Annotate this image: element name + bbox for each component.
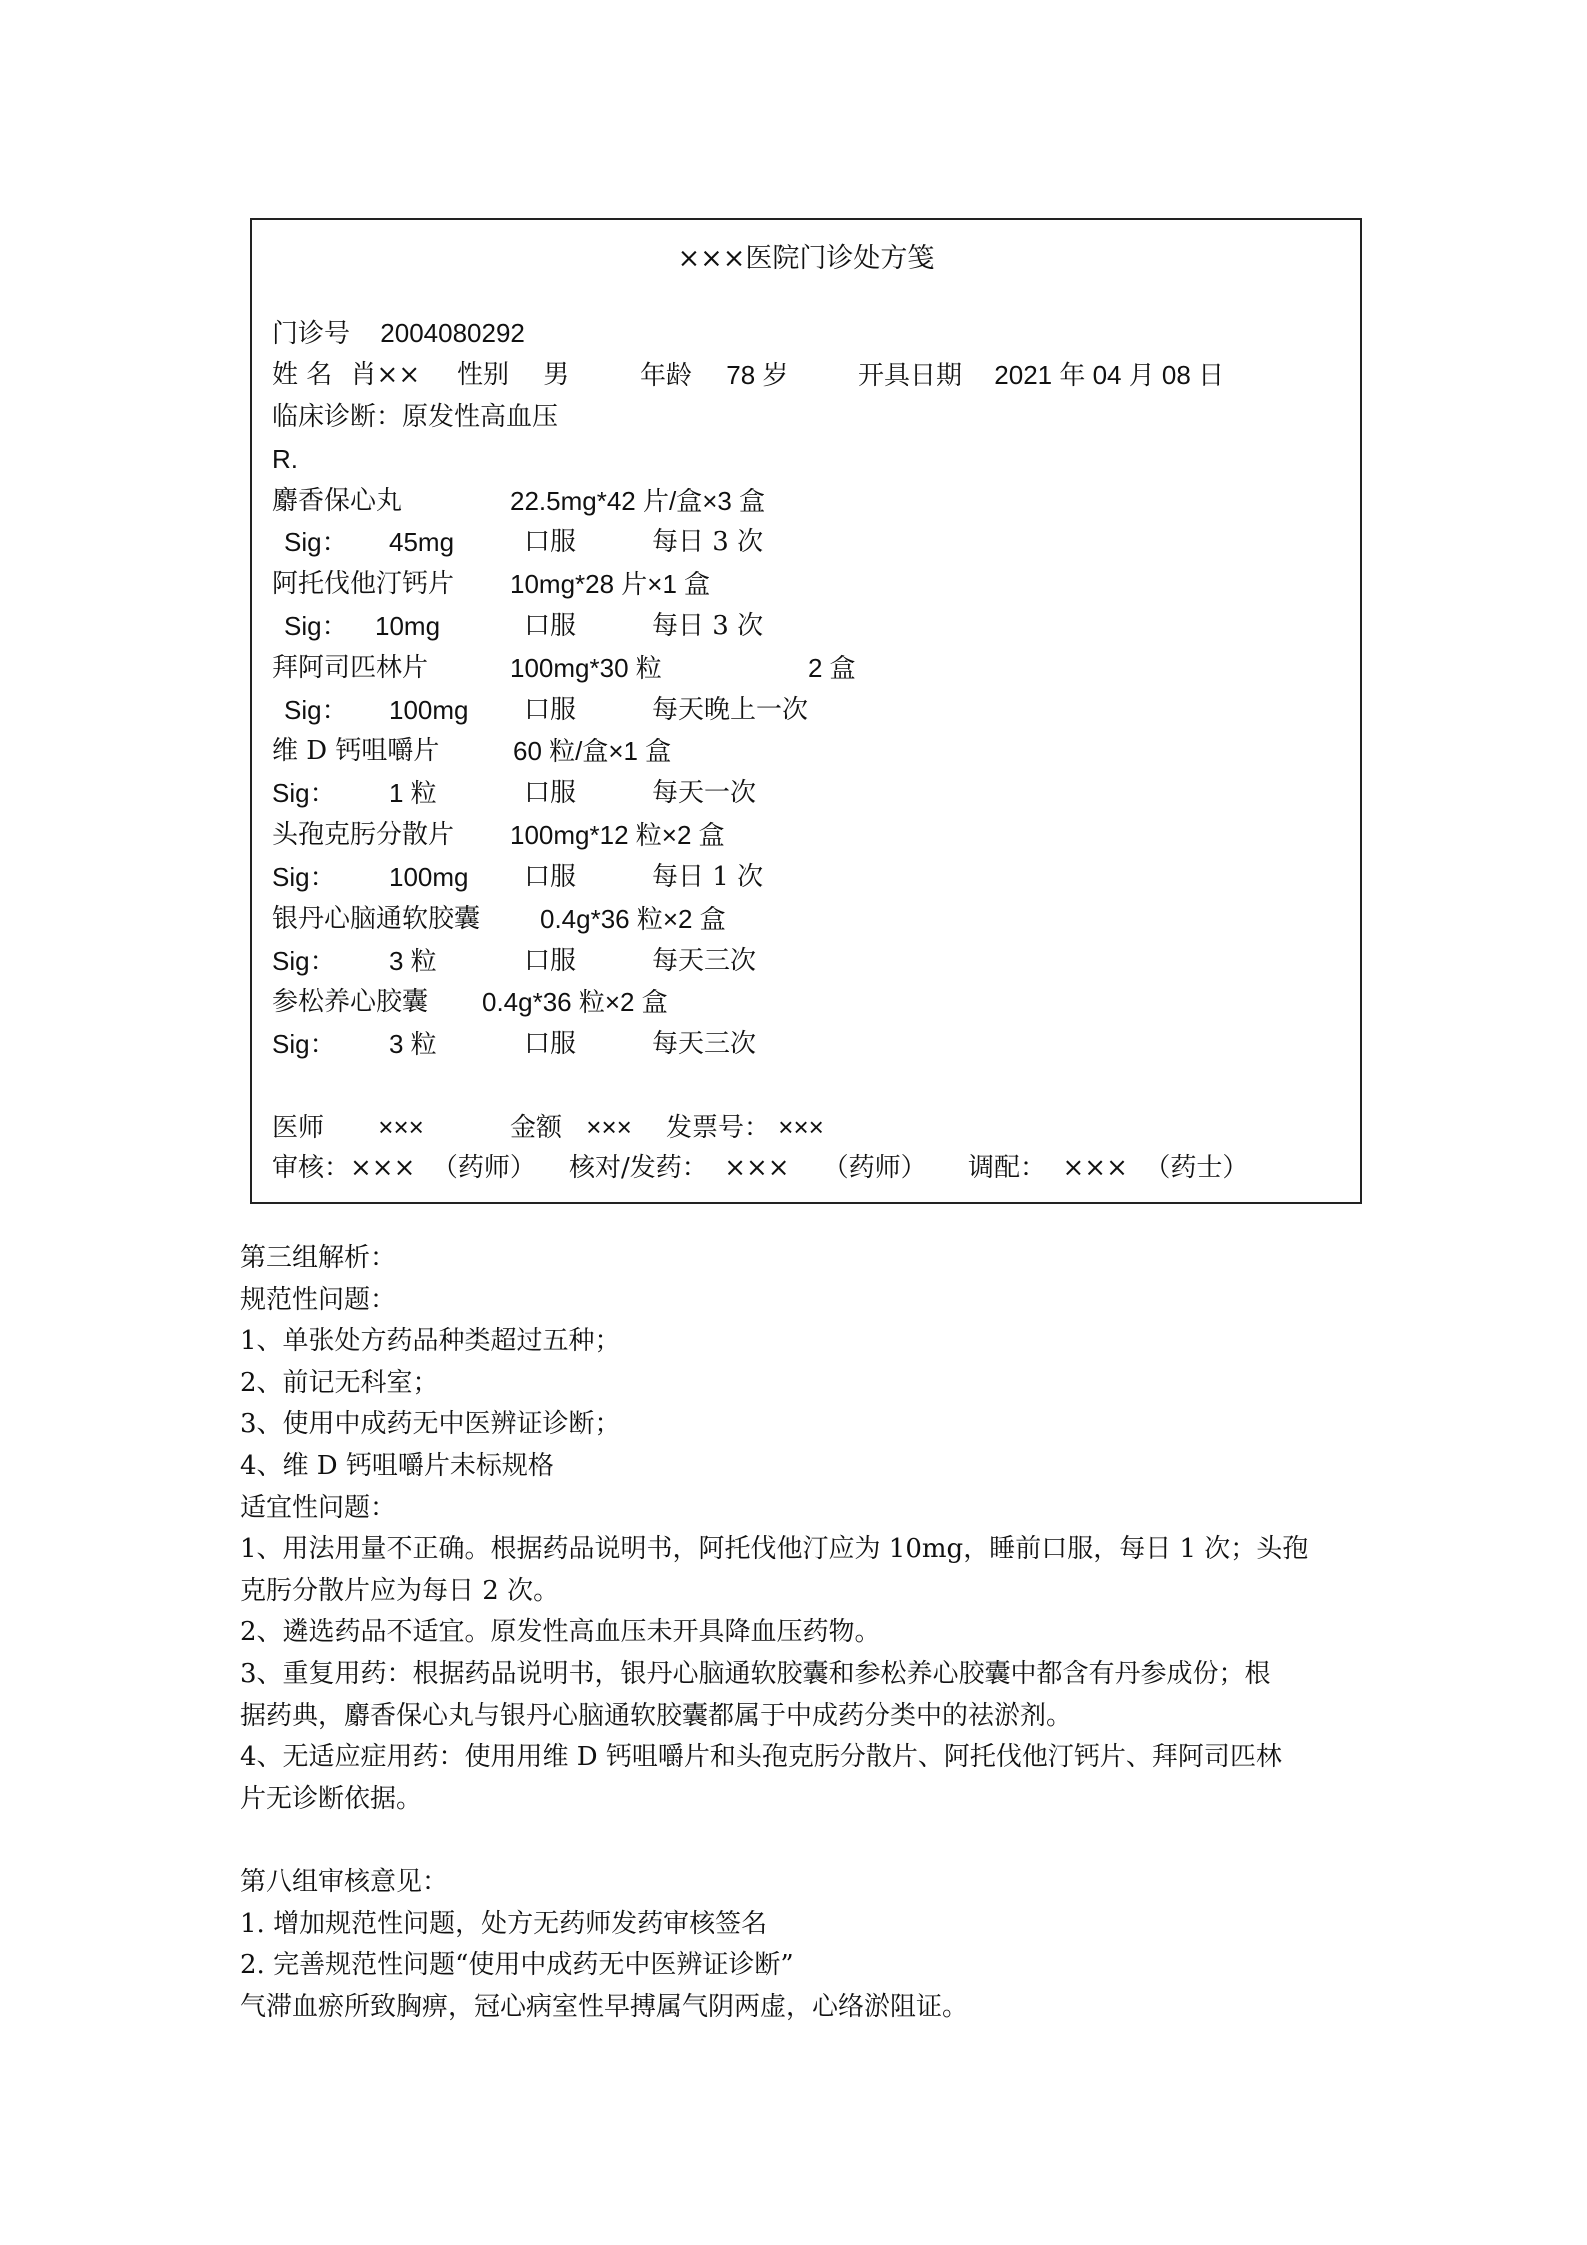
drug-name: 头孢克肟分散片 (272, 820, 455, 850)
list-item: 2. 完善规范性问题“使用中成药无中医辨证诊断” (240, 1950, 794, 1981)
amount-value: ××× (586, 1112, 632, 1142)
amount-field (510, 1110, 632, 1145)
age-field (640, 358, 788, 393)
patient-row (272, 358, 420, 392)
drug-spec: 100mg*12 粒×2 盒 (510, 820, 725, 850)
drug-spec: 0.4g*36 粒×2 盒 (540, 904, 726, 934)
doctor-value: ××× (378, 1112, 424, 1142)
drug-route: 口服 (524, 778, 577, 808)
drug-spec: 22.5mg*42 片/盒×3 盒 (510, 486, 766, 516)
doctor-field (272, 1110, 424, 1145)
drug-spec: 10mg*28 片×1 盒 (510, 569, 711, 599)
drug-dose: 100mg (389, 862, 469, 892)
review-signature-line: 审核：××× （药师） 核对/发药： ××× （药师） 调配： ××× （药士） (272, 1153, 1249, 1183)
drug-route: 口服 (524, 611, 577, 641)
invoice-field (666, 1110, 824, 1145)
drug-route: 口服 (524, 946, 577, 976)
drug-frequency: 每天三次 (652, 946, 757, 976)
list-item: 1、单张处方药品种类超过五种； (240, 1326, 621, 1357)
section-heading: 规范性问题： (240, 1284, 397, 1315)
drug-name: 拜阿司匹林片 (272, 653, 429, 683)
drug-route: 口服 (524, 862, 577, 892)
prescription-title: ×××医院门诊处方笺 (677, 243, 935, 274)
list-item: 1. 增加规范性问题，处方无药师发药审核签名 (240, 1908, 768, 1939)
drug-dose: 3 粒 (389, 946, 437, 976)
age-value: 78 岁 (726, 360, 789, 390)
name-label: 姓 名 (272, 360, 333, 390)
drug-route: 口服 (524, 527, 577, 557)
amount-label: 金额 (510, 1113, 563, 1143)
drug-dose: 45mg (389, 527, 455, 557)
date-field (858, 358, 1224, 393)
list-item-continuation: 克肟分散片应为每日 2 次。 (240, 1575, 560, 1606)
drug-route: 口服 (524, 1029, 577, 1059)
outpatient-no: 2004080292 (380, 318, 525, 348)
list-item: 4、无适应症用药：使用用维 D 钙咀嚼片和头孢克肟分散片、阿托伐他汀钙片、拜阿司匹林 (240, 1742, 1282, 1773)
analysis-heading: 第三组解析： (240, 1243, 397, 1273)
list-item-continuation: 片无诊断依据。 (240, 1783, 423, 1814)
date-value: 2021 年 04 月 08 日 (994, 360, 1225, 390)
sig-label: Sig： (272, 778, 336, 808)
list-item: 3、使用中成药无中医辨证诊断； (240, 1409, 621, 1440)
drug-route: 口服 (524, 695, 577, 725)
outpatient-no-label: 门诊号 (272, 319, 351, 349)
sex-label: 性别 (457, 360, 510, 390)
drug-dose: 3 粒 (389, 1029, 437, 1059)
drug-dose: 10mg (375, 611, 441, 641)
drug-spec: 100mg*30 粒 (510, 653, 662, 683)
drug-frequency: 每天一次 (652, 778, 757, 808)
drug-frequency: 每日 3 次 (652, 527, 764, 557)
drug-frequency: 每日 3 次 (652, 611, 764, 641)
rx-mark: R. (272, 444, 298, 474)
drug-dose: 100mg (389, 695, 469, 725)
drug-name: 参松养心胶囊 (272, 987, 429, 1017)
age-label: 年龄 (640, 361, 693, 391)
analysis-section (240, 1238, 1355, 2028)
drug-spec: 0.4g*36 粒×2 盒 (482, 987, 668, 1017)
diagnosis: 临床诊断：原发性高血压 (272, 402, 559, 432)
drug-name: 维 D 钙咀嚼片 (272, 736, 440, 766)
prescription-form (250, 218, 1362, 1204)
sig-label: Sig： (272, 862, 336, 892)
sig-label: Sig： (284, 695, 348, 725)
drug-spec: 60 粒/盒×1 盒 (513, 736, 672, 766)
review-heading: 第八组审核意见： (240, 1866, 449, 1897)
sig-label: Sig： (284, 527, 348, 557)
list-item: 2、前记无科室； (240, 1367, 439, 1398)
paragraph: 气滞血瘀所致胸痹，冠心病室性早搏属气阴两虚，心络淤阻证。 (240, 1991, 969, 2022)
sex-field (457, 358, 569, 392)
section-heading: 适宜性问题： (240, 1492, 397, 1523)
drug-name: 银丹心脑通软胶囊 (272, 904, 481, 934)
drug-name: 阿托伐他汀钙片 (272, 569, 455, 599)
list-item: 1、用法用量不正确。根据药品说明书，阿托伐他汀应为 10mg，睡前口服，每日 1 次；头孢 (240, 1534, 1309, 1565)
drug-dose: 1 粒 (389, 778, 437, 808)
list-item: 3、重复用药：根据药品说明书，银丹心脑通软胶囊和参松养心胶囊中都含有丹参成份；根 (240, 1658, 1271, 1689)
sig-label: Sig： (272, 1029, 336, 1059)
drug-frequency: 每天晚上一次 (652, 695, 809, 725)
doctor-label: 医师 (272, 1113, 325, 1143)
date-label: 开具日期 (858, 361, 963, 391)
sex-value: 男 (543, 360, 570, 390)
drug-quantity: 2 盒 (808, 653, 856, 683)
invoice-label: 发票号： (666, 1113, 771, 1143)
list-item: 4、维 D 钙咀嚼片未标规格 (240, 1450, 554, 1481)
drug-frequency: 每日 1 次 (652, 862, 764, 892)
sig-label: Sig： (284, 611, 348, 641)
drug-frequency: 每天三次 (652, 1029, 757, 1059)
blank-line (240, 1820, 1355, 1862)
sig-label: Sig： (272, 946, 336, 976)
drug-name: 麝香保心丸 (272, 486, 403, 516)
invoice-value: ××× (778, 1112, 824, 1142)
patient-name: 肖×× (350, 360, 421, 390)
outpatient-row (272, 316, 525, 351)
list-item: 2、遴选药品不适宜。原发性高血压未开具降血压药物。 (240, 1617, 881, 1648)
list-item-continuation: 据药典，麝香保心丸与银丹心脑通软胶囊都属于中成药分类中的祛淤剂。 (240, 1700, 1073, 1731)
